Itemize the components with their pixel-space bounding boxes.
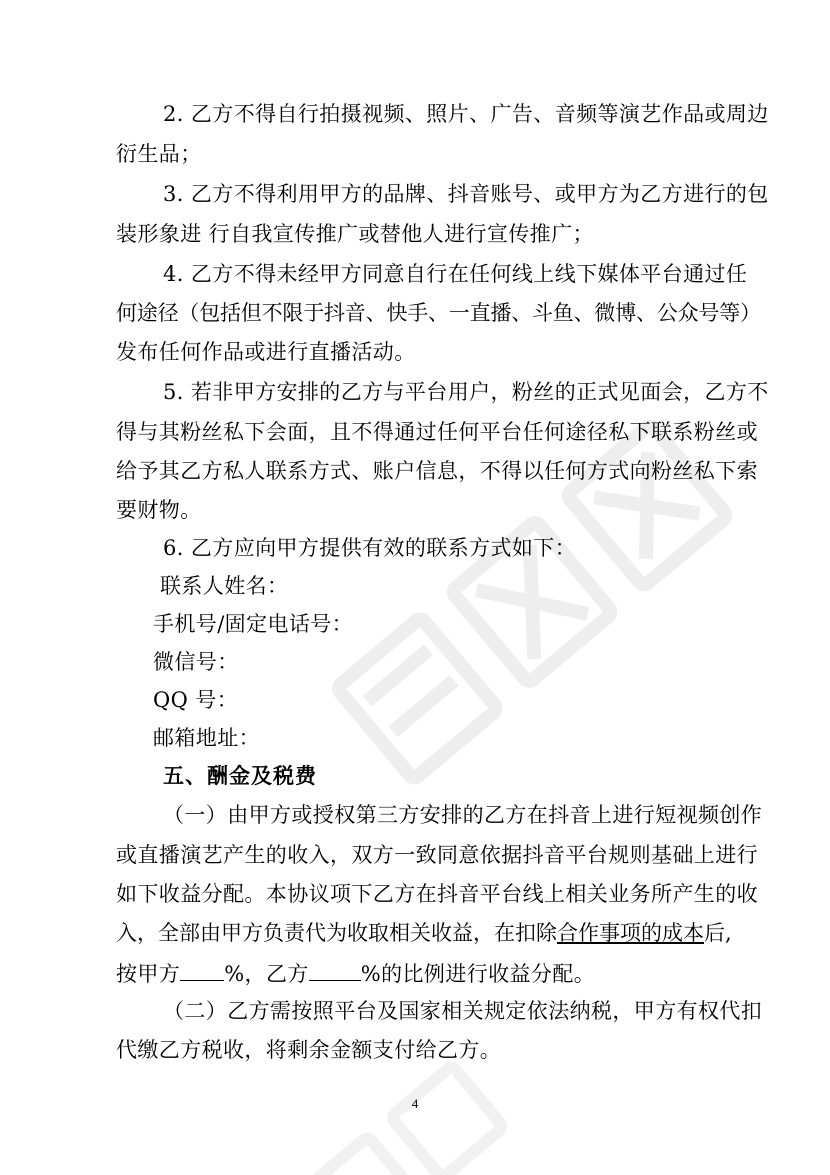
- section-5-para-1-line-4: [116, 921, 732, 945]
- section-5-heading: 五、酬金及税费: [163, 764, 317, 788]
- page-number: 4: [411, 1096, 419, 1111]
- revenue-text-part-2: 后,: [704, 921, 732, 945]
- clause-5-line-2: 得与其粉丝私下会面，且不得通过任何平台任何途径私下联系粉丝或: [116, 420, 758, 444]
- clause-2-line-2: 衍生品；: [116, 142, 202, 166]
- section-5-para-1-line-3: 如下收益分配。本协议项下乙方在抖音平台线上相关业务所产生的收: [116, 882, 758, 906]
- contact-email-label: 邮箱地址：: [153, 726, 260, 750]
- contact-name-label: 联系人姓名：: [160, 574, 289, 598]
- contact-wechat-label: 微信号：: [153, 650, 239, 674]
- clause-5-line-3: 给予其乙方私人联系方式、账户信息，不得以任何方式向粉丝私下索: [116, 459, 758, 483]
- section-5-para-1-line-1: （一）由甲方或授权第三方安排的乙方在抖音上进行短视频创作: [163, 803, 763, 827]
- ratio-text-part-3: %的比例进行收益分配。: [360, 962, 596, 986]
- contact-qq-label: QQ 号：: [153, 688, 239, 712]
- section-5-para-1-line-5: [116, 960, 595, 986]
- ratio-text-part-2: %，乙方: [224, 962, 309, 986]
- party-a-ratio-blank: [180, 960, 224, 981]
- clause-4-line-2: 何途径（包括但不限于抖音、快手、一直播、斗鱼、微博、公众号等）: [116, 301, 761, 325]
- ratio-text-part-1: 按甲方: [116, 962, 181, 986]
- clause-4-line-3: 发布任何作品或进行直播活动。: [116, 340, 416, 364]
- contact-phone-label: 手机号/固定电话号：: [153, 612, 354, 636]
- clause-6-line-1: 6. 乙方应向甲方提供有效的联系方式如下：: [163, 536, 577, 560]
- clause-5-line-4: 要财物。: [116, 498, 202, 522]
- revenue-text-part-1: 入，全部由甲方负责代为收取相关收益，在扣除: [116, 921, 557, 945]
- section-5-para-1-line-2: 或直播演艺产生的收入，双方一致同意依据抖音平台规则基础上进行: [116, 843, 758, 867]
- party-b-ratio-blank: [309, 960, 361, 981]
- section-5-para-2-line-2: 代缴乙方税收，将剩余金额支付给乙方。: [116, 1038, 502, 1062]
- clause-4-line-1: 4. 乙方不得未经甲方同意自行在任何线上线下媒体平台通过任: [163, 262, 748, 286]
- clause-2-line-1: 2. 乙方不得自行拍摄视频、照片、广告、音频等演艺作品或周边: [163, 102, 769, 126]
- clause-5-line-1: 5. 若非甲方安排的乙方与平台用户，粉丝的正式见面会，乙方不: [163, 380, 769, 404]
- cost-underlined-text: 合作事项的成本: [557, 921, 704, 945]
- section-5-para-2-line-1: （二）乙方需按照平台及国家相关规定依法纳税，甲方有权代扣: [163, 999, 763, 1023]
- clause-3-line-1: 3. 乙方不得利用甲方的品牌、抖音账号、或甲方为乙方进行的包: [163, 182, 769, 206]
- clause-3-line-2: 装形象进 行自我宣传推广或替他人进行宣传推广；: [116, 222, 594, 246]
- watermark-fragment: [260, 1050, 560, 1175]
